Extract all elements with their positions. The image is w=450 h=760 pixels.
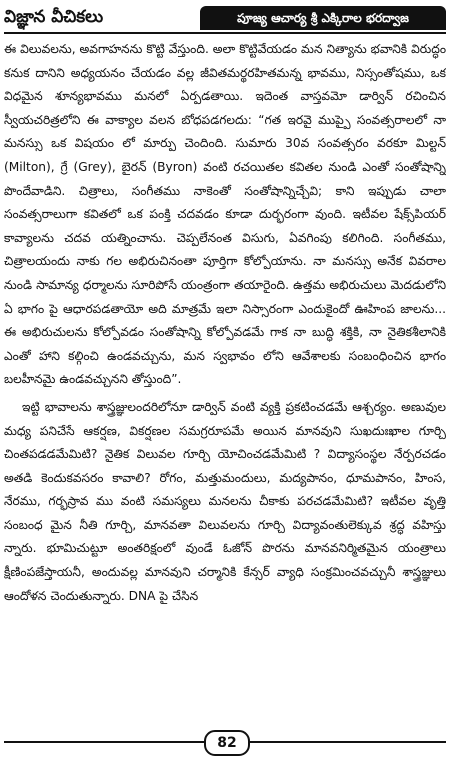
page-footer (4, 730, 446, 754)
book-page (4, 2, 446, 758)
body-text (4, 38, 446, 608)
paragraph-commentary: ఇట్టి భావాలను శాస్త్రజ్ఞులందరిలోనూ డార్విన్ వంటి వ్యక్తి ప్రకటించడమే ఆశ్చర్యం. అణువుల మధ్య పనిచేసే ఆకర్షణ, వికర్షణల సమగ్రరూపమే అయిన మానవుని సుఖదుఃఖాల గూర్చి చింతపడడమేమిటి? నైతిక విలువల గూర్చి యోచించడమేమిటి ? విద్యాసంస్థల నేర్పరచడం అతడి కెందుకవసరం కావాలి? రోగం, మత్తుమందులు, మద్యపానం, ధూమపానం, హింస, నేరము, గర్భస్రావ ము వంటి సమస్యలు మనలను చీకాకు పరచడమేమిటి? ఇటీవల వృత్తి సంబంధ మైన నీతి గూర్చి, మానవతా విలువలను గూర్చి విద్యావంతులెక్కువ శ్రద్ధ వహిస్తు న్నారు. భూమిచుట్టూ అంతరిక్షంలో వుండే ఓజోన్ పొరను మానవనిర్మితమైన యంత్రాలు క్షీణింపజేస్తాయనీ, అందువల్ల మానవుని చర్మానికి కేన్సర్ వ్యాధి సంక్రమించవచ్చునీ శాస్త్రజ్ఞులు ఆందోళన చెందుతున్నారు. DNA పై చేసిన (4, 399, 446, 603)
paragraph-darwin-quote: ఈ విలువలను, అవగాహనను కొట్టి వేస్తుంది. అలా కొట్టివేయడం మన నిత్యాను భవానికి విరుద్ధం కనుక దానిని అధ్యయనం చేయడం వల్ల జీవితమర్థరహితమన్న భావము, నిస్సంతోషము, ఒక విధమైన శూన్యభావము మనలో ఏర్పడతాయి. ఇదెంత వాస్తవమో డార్విన్ రచించిన స్వీయచరిత్రలోని ఈ వాక్యాల వలన బోధపడగలదు: “గత ఇరవై ముప్పై సంవత్సరాలలో నా మనస్సు ఒక విషయం లో మార్పు చెందింది. సుమారు 30వ సంవత్సరం వరకూ మిల్టన్ (Milton), గ్రే (Grey), బైరన్ (Byron) వంటి రచయితల కవితల నుండి ఎంతో సంతోషాన్ని పొందేవాడిని. చిత్రాలు, సంగీతము నాకెంతో సంతోషాన్నిచ్చేవి; కాని ఇప్పుడు చాలా సంవత్సరాలుగా కవితలో ఒక పంక్తి చదవడం కూడా దుర్భరంగా వుంది. ఇటీవల షేక్స్‌పియర్ కావ్యాలను చదవ యత్నించాను. చెప్పలేనంత విసుగు, ఏవగింపు కలిగింది. సంగీతము, చిత్రాలయందు నాకు గల అభిరుచినంతా పూర్తిగా కోల్పోయాను. నా మనస్సు అనేక వివరాల నుండి సామాన్య ధర్మాలను సూరిపోసే యంత్రంగా తయారైంది. ఉత్తమ అభిరుచులు మెదడులోని ఏ భాగం పై ఆధారపడతాయో అది మాత్రమే ఇలా నిస్సారంగా ఎందుకైందో ఊహింప జాలను... ఈ అభిరుచులను కోల్పోవడం సంతోషాన్ని కోల్పోవడమే గాక నా బుద్ధి శక్తికి, నా నైతికశీలానికి ఎంతో హాని కల్గించి ఉండవచ్చును, మన స్వభావం లోని ఆవేశాలకు సంబంధించిన భాగం బలహీనమై ఉండవచ్చునని తోస్తుంది”. (4, 42, 446, 387)
page-header (4, 2, 446, 34)
book-title: విజ్ఞాన వీచికలు (4, 7, 104, 27)
author-banner: పూజ్య ఆచార్య శ్రీ ఎక్కిరాల భరద్వాజ (200, 6, 446, 30)
page-number: 82 (204, 730, 250, 756)
